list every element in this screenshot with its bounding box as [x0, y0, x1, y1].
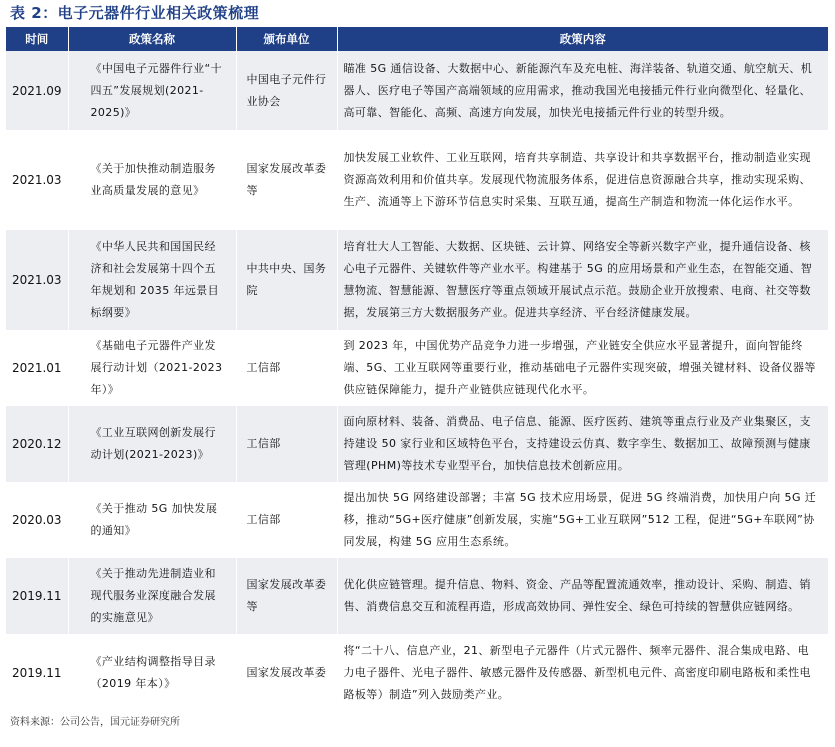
- cell-issuer: 工信部: [236, 406, 337, 482]
- cell-issuer: 国家发展改革委: [236, 634, 337, 711]
- table-row: [6, 51, 828, 130]
- policy-table: [6, 27, 828, 711]
- cell-time: 2021.01: [6, 330, 68, 406]
- cell-policy-name: 《中国电子元器件行业“十四五”发展规划(2021-2025)》: [68, 51, 236, 130]
- table-row: [6, 482, 828, 558]
- cell-policy-name: 《产业结构调整指导目录（2019 年本）》: [68, 634, 236, 711]
- table-row: [6, 330, 828, 406]
- cell-policy-name: 《基础电子元器件产业发展行动计划（2021-2023 年）》: [68, 330, 236, 406]
- cell-time: 2021.03: [6, 130, 68, 230]
- cell-policy-content: 瞄准 5G 通信设备、大数据中心、新能源汽车及充电桩、海洋装备、轨道交通、航空航天、机器人、医疗电子等国产高端领域的应用需求，推动我国光电接插元件行业向微型化、轻量化、高可靠、智能化、高频、高速方向发展，加快光电接插元件行业的转型升级。: [337, 51, 828, 130]
- table-row: [6, 406, 828, 482]
- cell-policy-content: 培育壮大人工智能、大数据、区块链、云计算、网络安全等新兴数字产业，提升通信设备、核心电子元器件、关键软件等产业水平。构建基于 5G 的应用场景和产业生态，在智能交通、智慧物流、智慧能源、智慧医疗等重点领域开展试点示范。鼓励企业开放搜索、电商、社交等数据，发展第三方大数据服务产业。促进共享经济、平台经济健康发展。: [337, 230, 828, 330]
- table-row: [6, 230, 828, 330]
- cell-time: 2019.11: [6, 634, 68, 711]
- header-time: 时间: [6, 27, 68, 51]
- cell-policy-content: 到 2023 年，中国优势产品竞争力进一步增强，产业链安全供应水平显著提升，面向智能终端、5G、工业互联网等重要行业，推动基础电子元器件实现突破，增强关键材料、设备仪器等供应链保障能力，提升产业链供应链现代化水平。: [337, 330, 828, 406]
- cell-policy-content: 提出加快 5G 网络建设部署；丰富 5G 技术应用场景，促进 5G 终端消费，加快用户向 5G 迁移，推动“5G+医疗健康”创新发展，实施“5G+工业互联网”512 工程，促进“5G+车联网”协同发展，构建 5G 应用生态系统。: [337, 482, 828, 558]
- cell-issuer: 国家发展改革委等: [236, 130, 337, 230]
- cell-policy-name: 《关于推动先进制造业和现代服务业深度融合发展的实施意见》: [68, 558, 236, 634]
- table-row: [6, 130, 828, 230]
- table-row: [6, 634, 828, 711]
- cell-issuer: 工信部: [236, 482, 337, 558]
- header-issuer: 颁布单位: [236, 27, 337, 51]
- cell-policy-name: 《关于推动 5G 加快发展的通知》: [68, 482, 236, 558]
- cell-time: 2021.09: [6, 51, 68, 130]
- cell-time: 2019.11: [6, 558, 68, 634]
- header-row: [6, 27, 828, 51]
- cell-policy-name: 《关于加快推动制造服务业高质量发展的意见》: [68, 130, 236, 230]
- cell-time: 2021.03: [6, 230, 68, 330]
- table-title: 表 2：电子元器件行业相关政策梳理: [10, 4, 260, 22]
- cell-policy-name: 《工业互联网创新发展行动计划(2021-2023)》: [68, 406, 236, 482]
- cell-issuer: 中国电子元件行业协会: [236, 51, 337, 130]
- table-body: [6, 51, 828, 711]
- cell-policy-content: 面向原材料、装备、消费品、电子信息、能源、医疗医药、建筑等重点行业及产业集聚区，支持建设 50 家行业和区域特色平台，支持建设云仿真、数字孪生、数据加工、故障预测与健康管理(PHM)等技术专业型平台，加快信息技术创新应用。: [337, 406, 828, 482]
- cell-issuer: 国家发展改革委等: [236, 558, 337, 634]
- cell-issuer: 中共中央、国务院: [236, 230, 337, 330]
- cell-policy-content: 优化供应链管理。提升信息、物料、资金、产品等配置流通效率，推动设计、采购、制造、销售、消费信息交互和流程再造，形成高效协同、弹性安全、绿色可持续的智慧供应链网络。: [337, 558, 828, 634]
- cell-issuer: 工信部: [236, 330, 337, 406]
- cell-policy-content: 将“二十八、信息产业，21、新型电子元器件（片式元器件、频率元器件、混合集成电路、电力电子器件、光电子器件、敏感元器件及传感器、新型机电元件、高密度印刷电路板和柔性电路板等）制造”列入鼓励类产业。: [337, 634, 828, 711]
- table-row: [6, 558, 828, 634]
- policy-table-container: [6, 27, 828, 711]
- cell-policy-name: 《中华人民共和国国民经济和社会发展第十四个五年规划和 2035 年远景目标纲要》: [68, 230, 236, 330]
- cell-policy-content: 加快发展工业软件、工业互联网，培育共享制造、共享设计和共享数据平台，推动制造业实现资源高效利用和价值共享。发展现代物流服务体系，促进信息资源融合共享，推动实现采购、生产、流通等上下游环节信息实时采集、互联互通，提高生产制造和物流一体化运作水平。: [337, 130, 828, 230]
- header-policy-name: 政策名称: [68, 27, 236, 51]
- source-note: 资料来源：公司公告，国元证券研究所: [10, 717, 180, 728]
- header-policy-content: 政策内容: [337, 27, 828, 51]
- cell-time: 2020.03: [6, 482, 68, 558]
- table-header: [6, 27, 828, 51]
- cell-time: 2020.12: [6, 406, 68, 482]
